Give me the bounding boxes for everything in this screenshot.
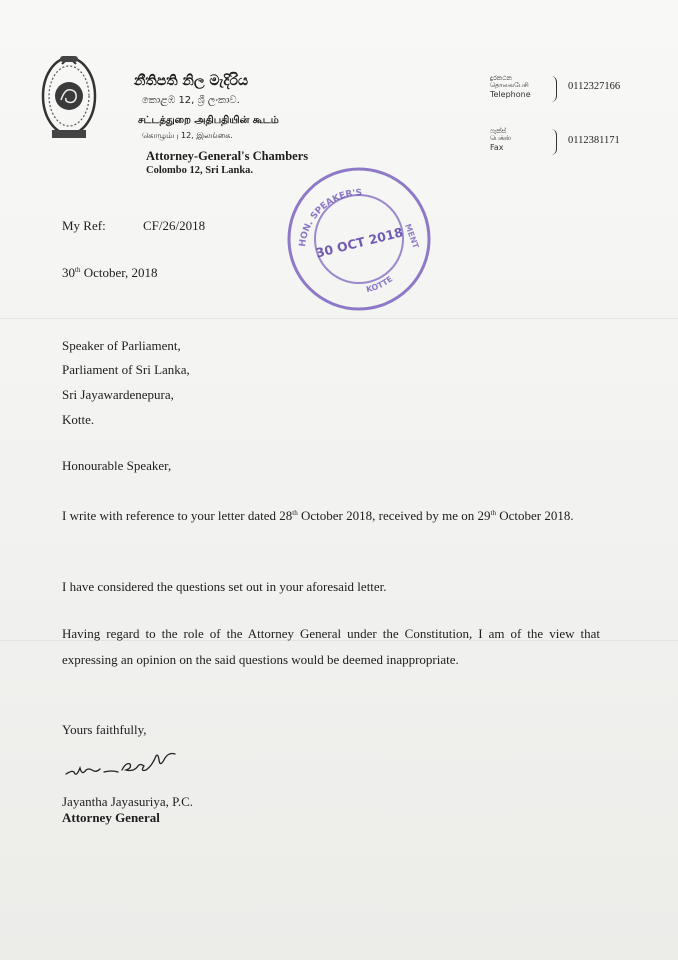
telephone-label-sinhala: දුරකථන — [490, 74, 512, 82]
body-paragraph-2: I have considered the questions set out in your aforesaid letter. — [62, 579, 387, 594]
office-address-english: Colombo 12, Sri Lanka. — [146, 165, 254, 176]
stamp-ring-top: HON. SPEAKER'S — [297, 188, 363, 248]
reference-label: My Ref: — [62, 218, 106, 233]
date-day: 30 — [62, 265, 75, 280]
signature-icon — [62, 748, 202, 788]
office-name-english: Attorney-General's Chambers — [146, 149, 309, 163]
stamp-date: 30 OCT 2018 — [314, 224, 405, 261]
paper-fold — [0, 318, 678, 319]
fax-labels — [490, 128, 511, 152]
fax-label-tamil: பெக்ஸ் — [490, 134, 512, 143]
office-name-sinhala: නීතිපති නිල මැදිරිය — [134, 73, 249, 89]
brace-icon — [550, 76, 557, 102]
recipient-line: Parliament of Sri Lanka, — [62, 362, 190, 377]
body-paragraph-3: Having regard to the role of the Attorney General under the Constitution, I am of the view that expressing an opinion on the said questions would be deemed inappropriate. — [62, 626, 600, 667]
date-suffix: th — [75, 266, 81, 274]
fax-number: 0112381171 — [568, 135, 620, 146]
stamp-ring-bottom: KOTTE — [365, 274, 395, 295]
telephone-labels — [490, 75, 531, 99]
recipient-line: Sri Jayawardenepura, — [62, 387, 174, 402]
office-address-tamil: கொழும்பு 12, இலங்கை. — [142, 131, 233, 140]
recipient-line: Speaker of Parliament, — [62, 338, 181, 353]
office-address-sinhala: කොළඹ 12, ශ්‍රී ලංකාව. — [142, 95, 240, 106]
stamp-ring-right: MENT — [403, 222, 421, 250]
telephone-number: 0112327166 — [568, 81, 621, 92]
telephone-label-tamil: தொலைபேசி — [490, 81, 529, 90]
closing: Yours faithfully, — [62, 722, 147, 737]
letter-date — [62, 265, 158, 281]
fax-label-english: Fax — [490, 142, 504, 152]
signatory-title: Attorney General — [62, 810, 160, 825]
telephone-label-english: Telephone — [490, 89, 531, 99]
received-stamp — [285, 165, 433, 313]
body-paragraph-1: I write with reference to your letter dated 28th October 2018, received by me on 29th October 2018. — [62, 508, 574, 523]
salutation: Honourable Speaker, — [62, 458, 172, 473]
office-name-tamil: சட்டத்துறை அதிபதியின் கூடம் — [138, 115, 279, 126]
signatory-name: Jayantha Jayasuriya, P.C. — [62, 794, 194, 809]
state-emblem-icon — [40, 52, 98, 144]
fax-label-sinhala: ෆැක්ස් — [490, 127, 507, 135]
reference-value: CF/26/2018 — [143, 218, 206, 233]
brace-icon — [550, 129, 557, 155]
date-rest: October, 2018 — [80, 265, 158, 280]
recipient-line: Kotte. — [62, 412, 95, 427]
